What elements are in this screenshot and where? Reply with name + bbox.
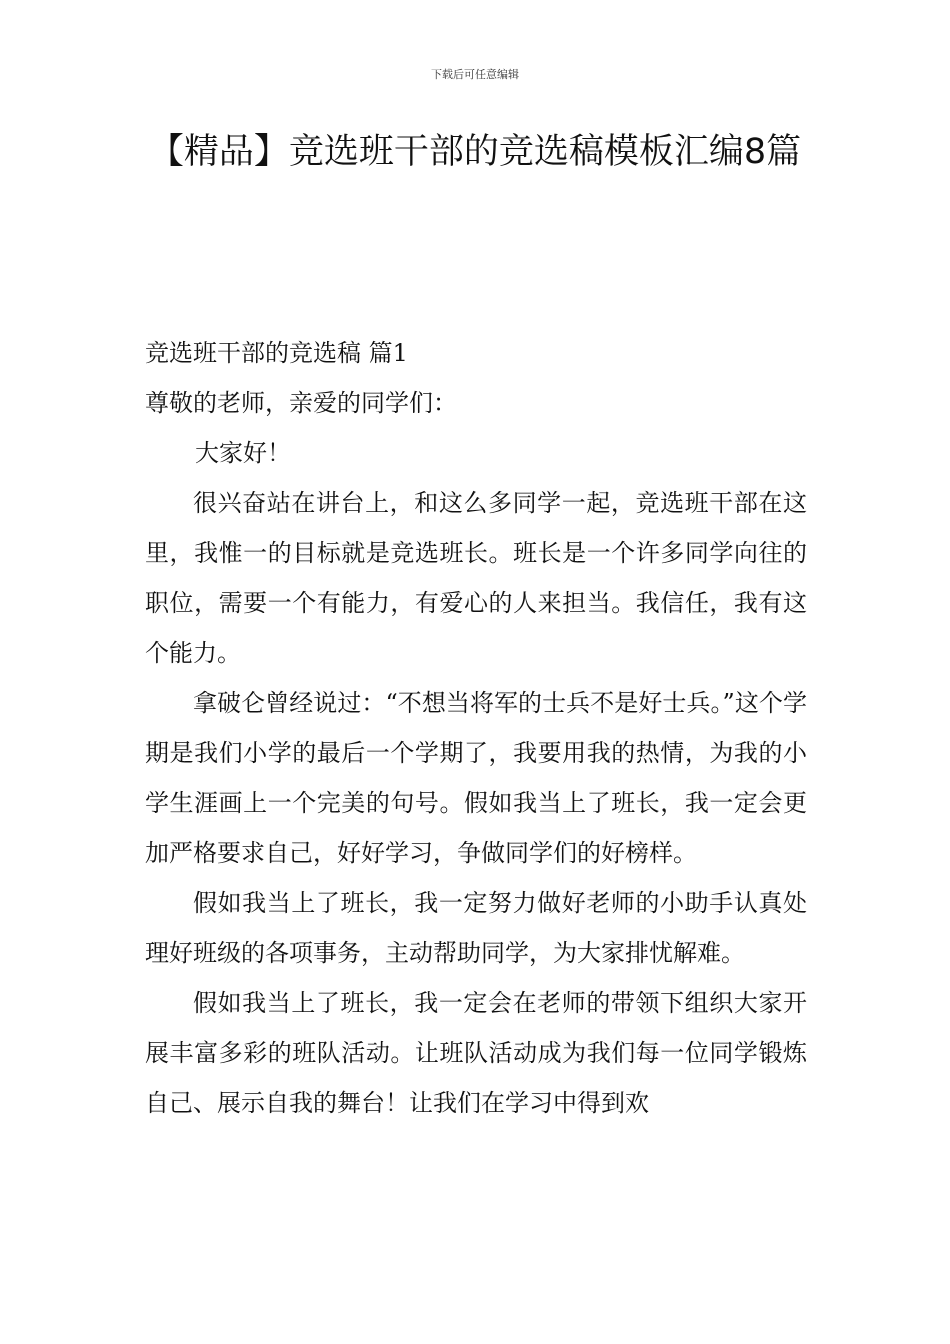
salutation: 尊敬的老师，亲爱的同学们： (145, 389, 457, 417)
paragraph-2: 拿破仑曾经说过：“不想当将军的士兵不是好士兵。”这个学期是我们小学的最后一个学期了，我要用我的热情，为我的小学生涯画上一个完美的句号。假如我当上了班长，我一定会更加严格要求自己，好好学习，争做同学们的好榜样。 (145, 689, 807, 867)
document-body (145, 328, 807, 1128)
paragraph-3: 假如我当上了班长，我一定努力做好老师的小助手认真处理好班级的各项事务，主动帮助同学，为大家排忧解难。 (145, 889, 807, 967)
header-note: 下载后可任意编辑 (431, 68, 519, 81)
document-title: 【精品】竞选班干部的竞选稿模板汇编8篇 (148, 132, 802, 172)
section-title: 竞选班干部的竞选稿 篇1 (145, 339, 408, 367)
paragraph-4: 假如我当上了班长，我一定会在老师的带领下组织大家开展丰富多彩的班队活动。让班队活动成为我们每一位同学锻炼自己、展示自我的舞台！让我们在学习中得到欢 (145, 989, 807, 1117)
greeting: 大家好！ (195, 439, 291, 467)
paragraph-1: 很兴奋站在讲台上，和这么多同学一起，竞选班干部在这里，我惟一的目标就是竞选班长。班长是一个许多同学向往的职位，需要一个有能力，有爱心的人来担当。我信任，我有这个能力。 (145, 489, 807, 667)
